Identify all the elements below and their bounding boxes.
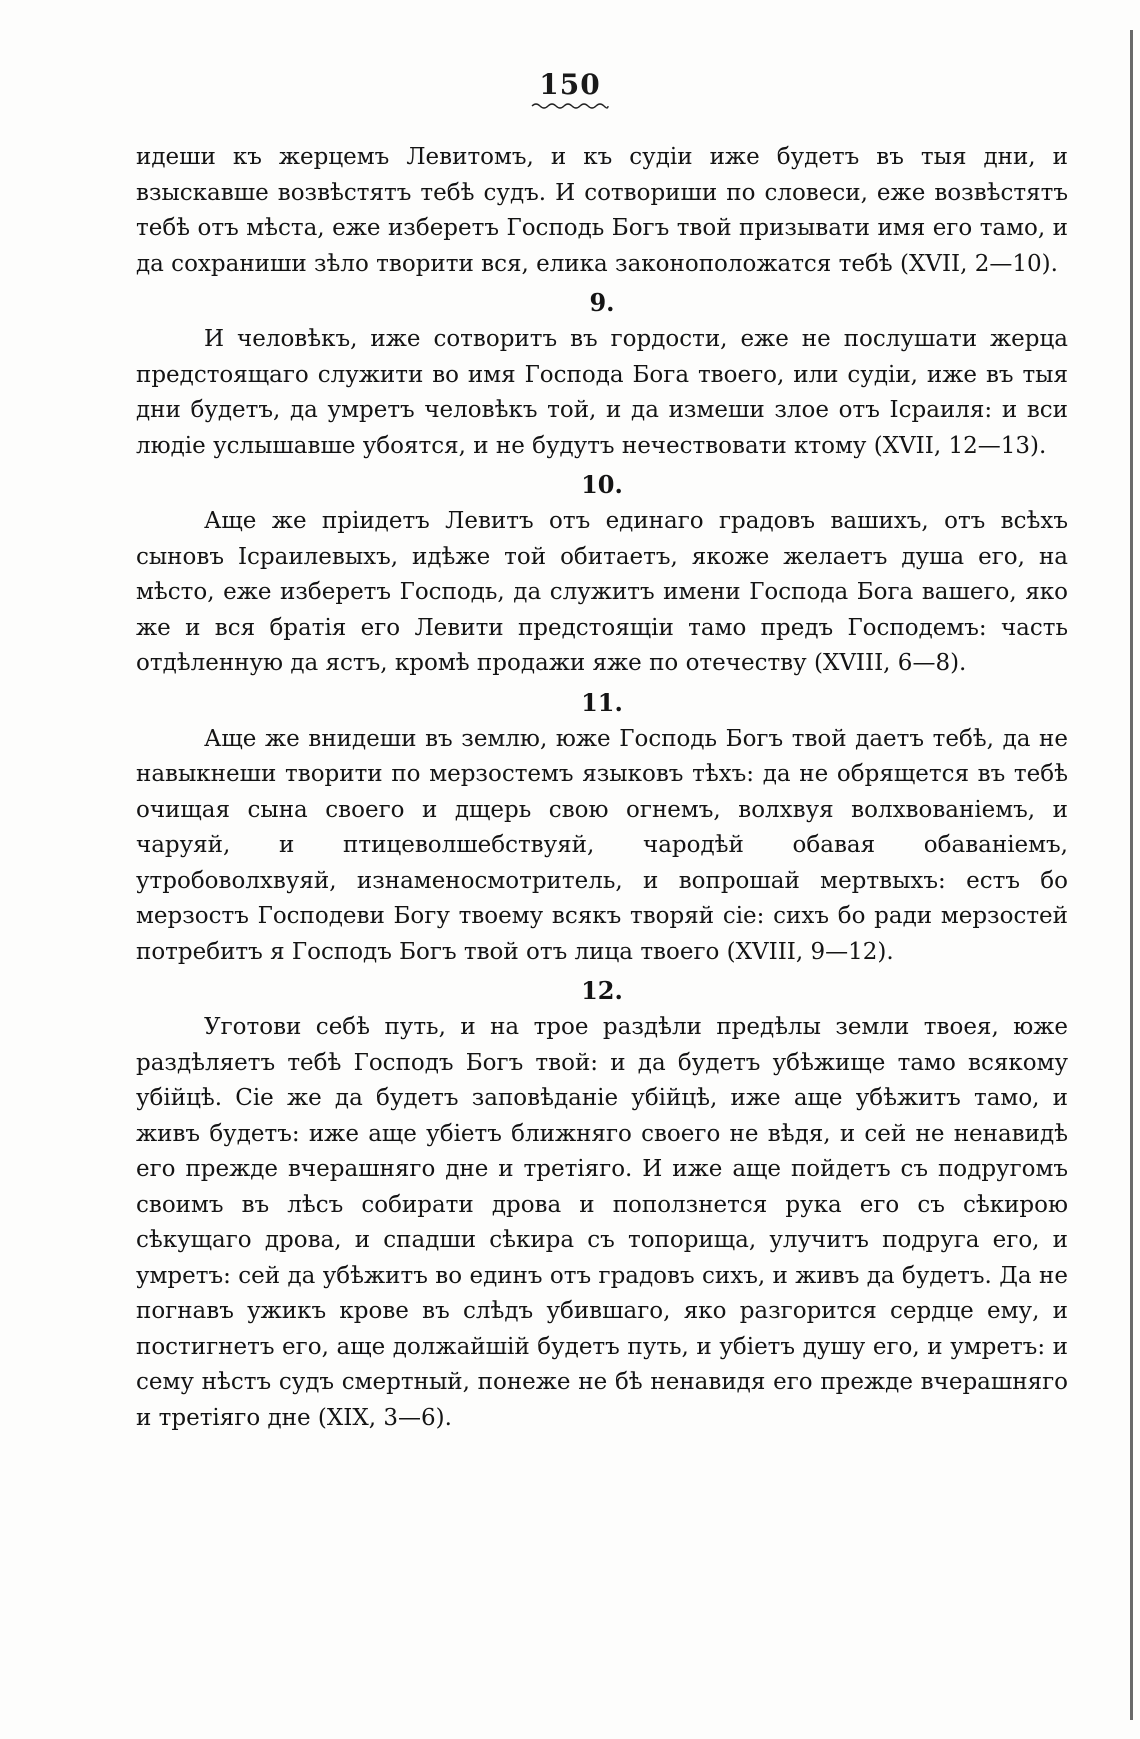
page-number: 150 — [539, 68, 601, 101]
paragraph-9: И человѣкъ, иже сотворитъ въ гордости, еже не послушати жерца предстоящаго служити во имя Господа Бога твоего, или судіи, иже въ тыя дни будетъ, да умретъ человѣкъ той, и да измеши злое отъ Ісраиля: и вси людіе услышавше убоятся, и не будутъ нечествовати ктому (XVII, 12—13). — [136, 326, 1068, 459]
paragraph-11: Аще же внидеши въ землю, юже Господь Богъ твой даетъ тебѣ, да не навыкнеши творити по мерзостемъ языковъ тѣхъ: да не обрящется въ тебѣ очищая сына своего и дщерь свою огнемъ, волхвуя волхвованіемъ, и чаруяй, и птицеволшебствуяй, чародѣй обавая обаваніемъ, утробоволхвуяй, изнаменосмотритель, и вопрошай мертвыхъ: естъ бо мерзостъ Господеви Богу твоему всякъ творяй сіе: сихъ бо ради мерзостей потребитъ я Господъ Богъ твой отъ лица твоего (XVIII, 9—12). — [136, 725, 1068, 965]
page-edge-line — [1130, 30, 1133, 1720]
wavy-ornament-icon — [530, 101, 610, 111]
section-number-10: 10. — [581, 470, 623, 499]
paragraph-10: Аще же пріидетъ Левитъ отъ единаго градовъ вашихъ, отъ всѣхъ сыновъ Ісраилевыхъ, идѣже той обитаетъ, якоже желаетъ душа его, на мѣсто, еже изберетъ Господь, да служитъ имени Господа Бога вашего, яко же и вся братія его Левити предстоящіи тамо предъ Господемъ: часть отдѣленную да ястъ, кромѣ продажи яже по отечеству (XVIII, 6—8). — [136, 508, 1068, 676]
section-number-9: 9. — [589, 288, 615, 317]
page-header — [0, 68, 1140, 111]
section-number-12: 12. — [581, 976, 623, 1005]
paragraph-12: Уготови себѣ путь, и на трое раздѣли предѣлы земли твоея, юже раздѣляетъ тебѣ Господъ Богъ твой: и да будетъ убѣжище тамо всякому убійцѣ. Сіе же да будетъ заповѣданіе убійцѣ, иже аще убѣжитъ тамо, и живъ будетъ: иже аще убіетъ ближняго своего не вѣдя, и сей не ненавидѣ его прежде вчерашняго дне и третіяго. И иже аще пойдетъ съ подругомъ своимъ въ лѣсъ собирати дрова и поползнется рука его съ сѣкирою сѣкущаго дрова, и спадши сѣкира съ топорища, улучитъ подруга его, и умретъ: сей да убѣжитъ во единъ отъ градовъ сихъ, и живъ да будетъ. Да не погнавъ ужикъ крове въ слѣдъ убившаго, яко разгорится сердце ему, и постигнетъ его, аще должайшій будетъ путь, и убіетъ душу его, и умретъ: и сему нѣстъ судъ смертный, понеже не бѣ ненавидя его прежде вчерашняго и третіяго дне (XIX, 3—6). — [136, 1014, 1068, 1431]
section-number-11: 11. — [581, 687, 623, 717]
body-text — [136, 140, 1068, 1436]
paragraph-continued: идеши къ жерцемъ Левитомъ, и къ судіи иже будетъ въ тыя дни, и взыскавше возвѣстятъ тебѣ судъ. И сотвориши по словеси, еже возвѣстятъ тебѣ отъ мѣста, еже изберетъ Господь Богъ твой призывати имя его тамо, и да сохраниши зѣло творити вся, елика законоположатся тебѣ (XVII, 2—10). — [136, 144, 1068, 277]
